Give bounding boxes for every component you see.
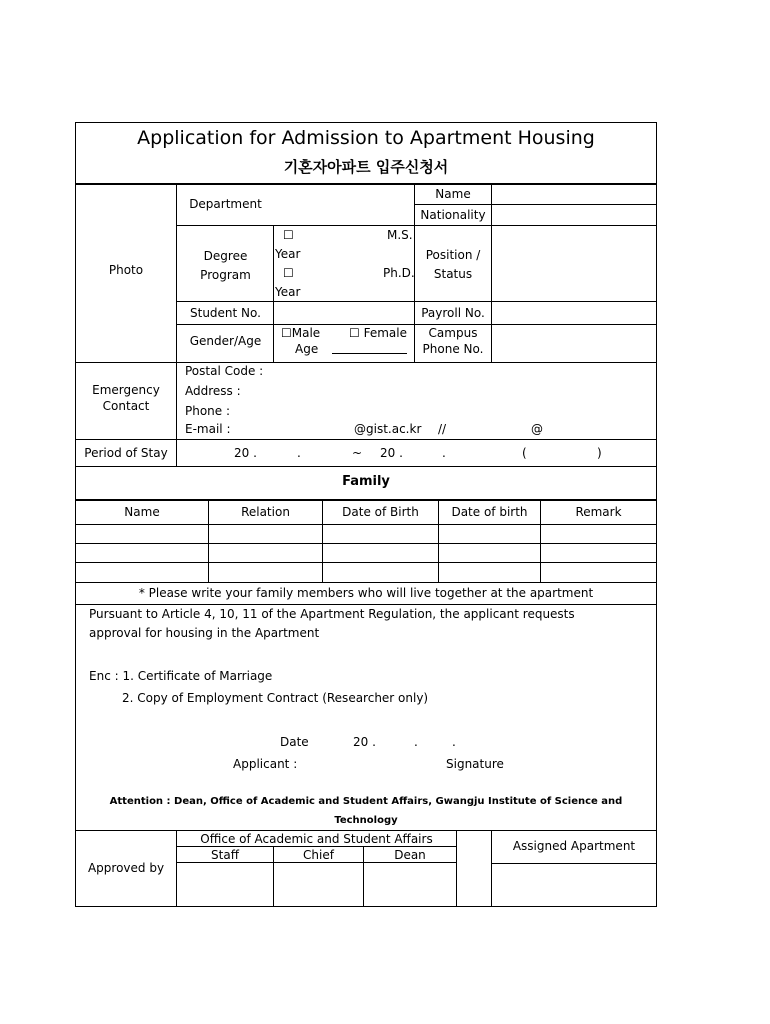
- family-col-relation: Relation: [241, 505, 290, 519]
- divider: [177, 225, 414, 226]
- position-label: Position /: [425, 248, 481, 262]
- period-of-stay-field[interactable]: [177, 440, 656, 466]
- name-label: Name: [435, 187, 471, 201]
- divider: [177, 324, 414, 325]
- name-field[interactable]: [492, 185, 656, 204]
- email-label: E-mail :: [185, 422, 231, 436]
- photo-label: Photo: [108, 263, 144, 277]
- period-start-year: 20 .: [234, 446, 257, 460]
- pursuant-text-2: approval for housing in the Apartment: [89, 626, 320, 640]
- address-label: Address :: [185, 384, 241, 398]
- student-no-label: Student No.: [190, 306, 261, 320]
- chief-label: Chief: [303, 848, 334, 862]
- period-tilde: ~: [352, 446, 363, 460]
- emergency-label: Emergency: [92, 383, 160, 397]
- dean-label: Dean: [394, 848, 426, 862]
- payroll-no-label: Payroll No.: [421, 306, 485, 320]
- phd-checkbox[interactable]: ☐: [283, 266, 294, 280]
- form-subtitle: 기혼자아파트 입주신청서: [283, 158, 449, 176]
- attention-text-1: Attention : Dean, Office of Academic and Student Affairs, Gwangju Institute of Science and: [109, 796, 623, 807]
- nationality-label: Nationality: [420, 208, 486, 222]
- contact-label: Contact: [102, 399, 150, 413]
- office-label: Office of Academic and Student Affairs: [200, 832, 433, 846]
- email-domain: @gist.ac.kr: [354, 422, 422, 436]
- ms-year-label: Year: [275, 247, 301, 261]
- divider: [76, 499, 656, 501]
- position-field[interactable]: [492, 226, 656, 301]
- phone-label: Phone :: [185, 404, 231, 418]
- department-label: Department: [189, 197, 262, 211]
- campus-label: Campus: [428, 326, 478, 340]
- ms-checkbox[interactable]: ☐: [283, 228, 294, 242]
- family-row[interactable]: [76, 563, 656, 582]
- family-heading: Family: [342, 474, 390, 489]
- form-title: Application for Admission to Apartment Housing: [137, 127, 595, 149]
- approved-by-label: Approved by: [87, 861, 165, 875]
- date-dot-1: .: [414, 735, 418, 749]
- male-checkbox[interactable]: ☐Male: [281, 326, 321, 340]
- application-form: [75, 122, 657, 907]
- enclosure-2: 2. Copy of Employment Contract (Researcher only): [122, 691, 429, 705]
- campus-phone-field[interactable]: [492, 325, 656, 362]
- gender-age-label: Gender/Age: [189, 334, 262, 348]
- divider: [76, 604, 656, 605]
- date-dot-2: .: [452, 735, 456, 749]
- period-end-dot: .: [442, 446, 446, 460]
- postal-code-label: Postal Code :: [185, 364, 264, 378]
- ms-label: M.S.: [387, 228, 413, 242]
- status-label: Status: [433, 267, 473, 281]
- enclosure-1: Enc : 1. Certificate of Marriage: [89, 669, 273, 683]
- age-field[interactable]: [332, 353, 407, 354]
- assigned-apartment-label: Assigned Apartment: [512, 839, 636, 853]
- campus-phone-label: Phone No.: [422, 342, 484, 356]
- age-label: Age: [295, 342, 319, 356]
- payroll-no-field[interactable]: [492, 302, 656, 324]
- divider: [76, 466, 656, 467]
- phd-label: Ph.D.: [383, 266, 415, 280]
- period-of-stay-label: Period of Stay: [84, 446, 168, 460]
- divider: [456, 830, 457, 906]
- family-col-dob-2: Date of birth: [451, 505, 528, 519]
- divider: [76, 830, 656, 831]
- email-at: @: [531, 422, 543, 436]
- family-col-dob: Date of Birth: [342, 505, 419, 519]
- female-checkbox[interactable]: ☐ Female: [349, 326, 407, 340]
- divider: [177, 846, 456, 847]
- period-end-year: 20 .: [380, 446, 403, 460]
- nationality-field[interactable]: [492, 205, 656, 225]
- period-paren-open: (: [522, 446, 527, 460]
- date-label: Date: [280, 735, 309, 749]
- divider: [76, 582, 656, 583]
- pursuant-text-1: Pursuant to Article 4, 10, 11 of the Apartment Regulation, the applicant requests: [89, 607, 575, 621]
- period-paren-close: ): [597, 446, 602, 460]
- staff-label: Staff: [211, 848, 239, 862]
- phd-year-label: Year: [275, 285, 301, 299]
- signature-label: Signature: [446, 757, 504, 771]
- degree-label: Degree: [203, 249, 248, 263]
- attention-text-2: Technology: [334, 815, 398, 826]
- family-col-remark: Remark: [575, 505, 622, 519]
- family-row[interactable]: [76, 544, 656, 562]
- family-row[interactable]: [76, 525, 656, 543]
- divider: [177, 862, 456, 863]
- email-separator: //: [438, 422, 447, 436]
- program-label: Program: [200, 268, 251, 282]
- applicant-label: Applicant :: [233, 757, 298, 771]
- family-note: * Please write your family members who will live together at the apartment: [138, 586, 594, 600]
- period-start-dot: .: [297, 446, 301, 460]
- department-field[interactable]: [274, 185, 414, 225]
- date-year: 20 .: [353, 735, 376, 749]
- student-no-field[interactable]: [274, 302, 414, 324]
- family-col-name: Name: [124, 505, 160, 519]
- assigned-apartment-field[interactable]: [492, 864, 656, 906]
- applicant-field[interactable]: [301, 753, 441, 773]
